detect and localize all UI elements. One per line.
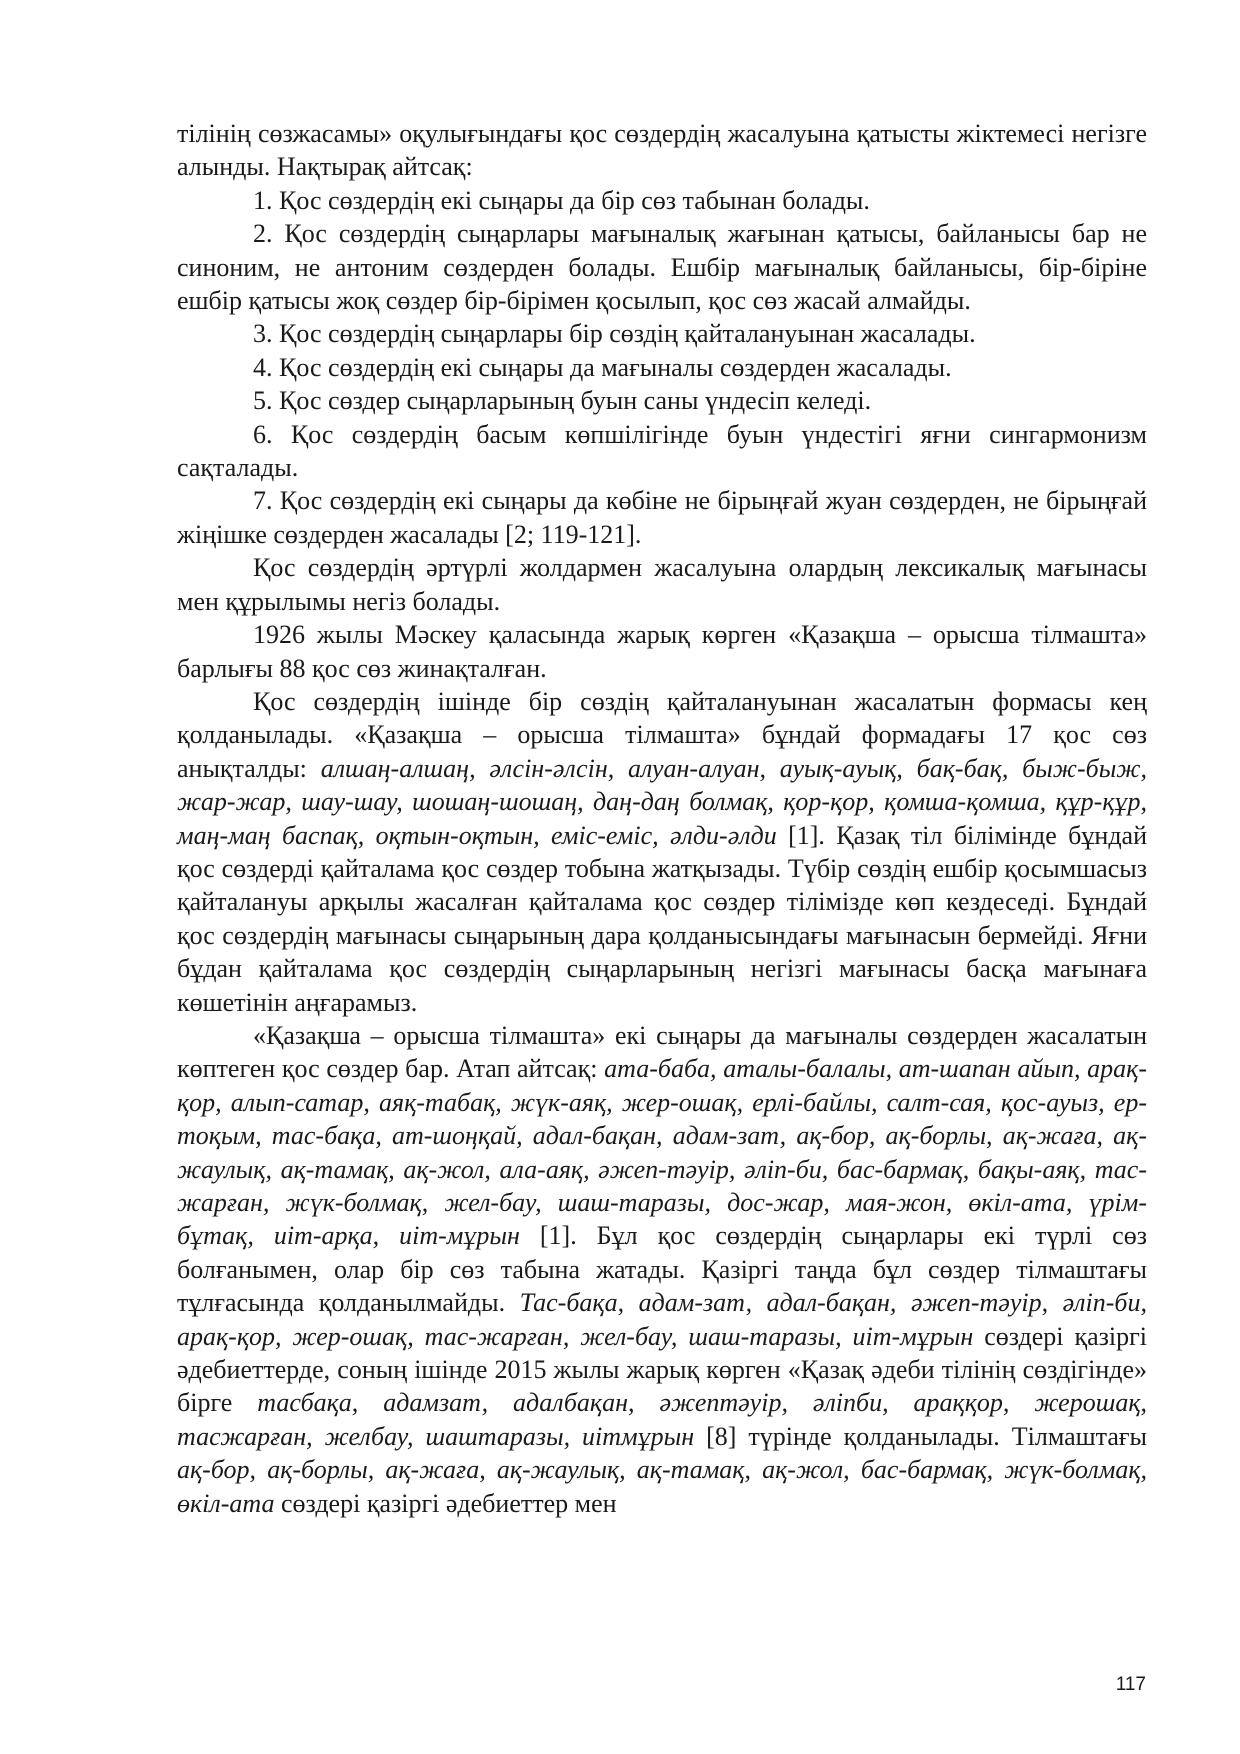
list-item-4 [177,351,1147,384]
text-run: 5. Қос сөздер сыңарларының буын саны үндесіп келеді. [253,386,872,416]
list-item-1 [177,184,1147,217]
italic-examples: ақ-бор, ақ-борлы, ақ-жаға, ақ-жаулық, ақ-тамақ, ақ-жол, бас-бармақ, жүк-болмақ, өкіл-ата [177,1455,1147,1518]
text-run: 6. Қос сөздердің басым көпшілігінде буын үндестігі яғни сингармонизм сақталады. [177,419,1147,483]
italic-examples: тасбақа, адамзат, адалбақан, әжептәуір, әліпби, араққор, жерошақ, тасжарған, желбау, шаштаразы, иітмұрын [177,1388,1147,1451]
text-run: 7. Қос сөздердің екі сыңары да көбіне не бірыңғай жуан сөздерден, не бірыңғай жіңішке сөздерден жасалады [2; 119-121]. [177,486,1147,549]
text-run: 2. Қос сөздердің сыңарлары мағыналық жағынан қатысы, байланысы бар не синоним, не антоним сөздерден болады. Ешбір мағыналық байланысы, бір-біріне ешбір қатысы жоқ сөздер бір-бірімен қосылып, қос сөз жасай алмайды. [177,219,1147,316]
text-run: [8] түрінде қолданылады. Тілмаштағы [694,1421,1148,1451]
italic-examples: алшаң-алшаң, әлсін-әлсін, алуан-алуан, ауық-ауық, бақ-бақ, быж-быж, жар-жар, шау-шау, шошаң-шошаң, даң-даң болмақ, қор-қор, қомша-қомша, құр-құр, маң-маң баспақ, оқтын-оқтын, еміс-еміс, әлди-әлди [177,753,1147,850]
list-item-2 [177,217,1147,317]
text-run: [1]. Бұл қос сөздердің сыңарлары екі түрлі сөз болғанымен, олар бір сөз табына жатады. Қазіргі таңда бұл сөздер тілмаштағы тұлғасында қолданылмайды. [177,1221,1147,1318]
paragraph-formation [177,551,1147,618]
list-item-7 [177,484,1147,551]
text-run: 3. Қос сөздердің сыңарлары бір сөздің қайталануынан жасалады. [253,319,976,349]
text-run: сөздері қазіргі әдебиеттер мен [274,1488,617,1518]
text-run: сөздері қазіргі әдебиеттерде, соның ішінде 2015 жылы жарық көрген «Қазақ әдеби тілінің сөздігінде» бірге [177,1321,1147,1418]
text-run: Қос сөздердің ішінде бір сөздің қайталануынан жасалатын формасы кең қолданылады. «Қазақша – орысша тілмашта» бұндай формадағы 17 қос сөз анықталды: [177,686,1147,783]
paragraph-meaningful-pairs [177,1019,1147,1520]
paragraph-1926 [177,618,1147,685]
text-run: 1. Қос сөздердің екі сыңары да бір сөз табынан болады. [253,185,870,215]
list-item-5 [177,384,1147,417]
text-run: 4. Қос сөздердің екі сыңары да мағыналы сөздерден жасалады. [253,352,952,382]
body-text [177,117,1147,1520]
text-run: [1]. Қазақ тіл білімінде бұндай қос сөздерді қайталама қос сөздер тобына жатқызады. Түбір сөздің ешбір қосымшасыз қайталануы арқылы жасалған қайталама қос сөздер тілімізде көп кездеседі. Бұндай қос сөздердің мағынасы сыңарының дара қолданысындағы мағынасын бермейді. Яғни бұдан қайталама қос сөздердің сыңарларының негізгі мағынасы басқа мағынаға көшетінін аңғарамыз. [177,820,1147,1017]
list-item-6 [177,418,1147,485]
paragraph-intro [177,117,1147,184]
italic-examples: Тас-бақа, адам-зат, адал-бақан, әжеп-тәуір, әліп-би, арақ-қор, жер-ошақ, тас-жарған, жел-бау, шаш-таразы, иіт-мұрын [177,1288,1147,1351]
text-run: тілінің сөзжасамы» оқулығындағы қос сөздердің жасалуына қатысты жіктемесі негізге алынды. Нақтырақ айтсақ: [177,119,1147,182]
page-number: 117 [1115,1674,1146,1695]
paragraph-repetition [177,685,1147,1019]
text-run: Қос сөздердің әртүрлі жолдармен жасалуына олардың лексикалық мағынасы мен құрылымы негіз болады. [177,553,1147,616]
text-run: 1926 жылы Мәскеу қаласында жарық көрген «Қазақша – орысша тілмашта» барлығы 88 қос сөз жинақталған. [177,620,1147,683]
text-run: «Қазақша – орысша тілмашта» екі сыңары да мағыналы сөздерден жасалатын көптеген қос сөздер бар. Атап айтсақ: [177,1020,1147,1084]
list-item-3 [177,317,1147,350]
italic-examples: ата-баба, аталы-балалы, ат-шапан айып, арақ-қор, алып-сатар, аяқ-табақ, жүк-аяқ, жер-ошақ, ерлі-байлы, салт-сая, қос-ауыз, ер-тоқым, тас-бақа, ат-шоңқай, адал-бақан, адам-зат, ақ-бор, ақ-борлы, ақ-жаға, ақ-жаулық, ақ-тамақ, ақ-жол, ала-аяқ, әжеп-тәуір, әліп-би, бас-бармақ, бақы-аяқ, тас-жарған, жүк-болмақ, жел-бау, шаш-таразы, дос-жар, мая-жон, өкіл-ата, үрім-бұтақ, иіт-арқа, иіт-мұрын [177,1054,1147,1251]
